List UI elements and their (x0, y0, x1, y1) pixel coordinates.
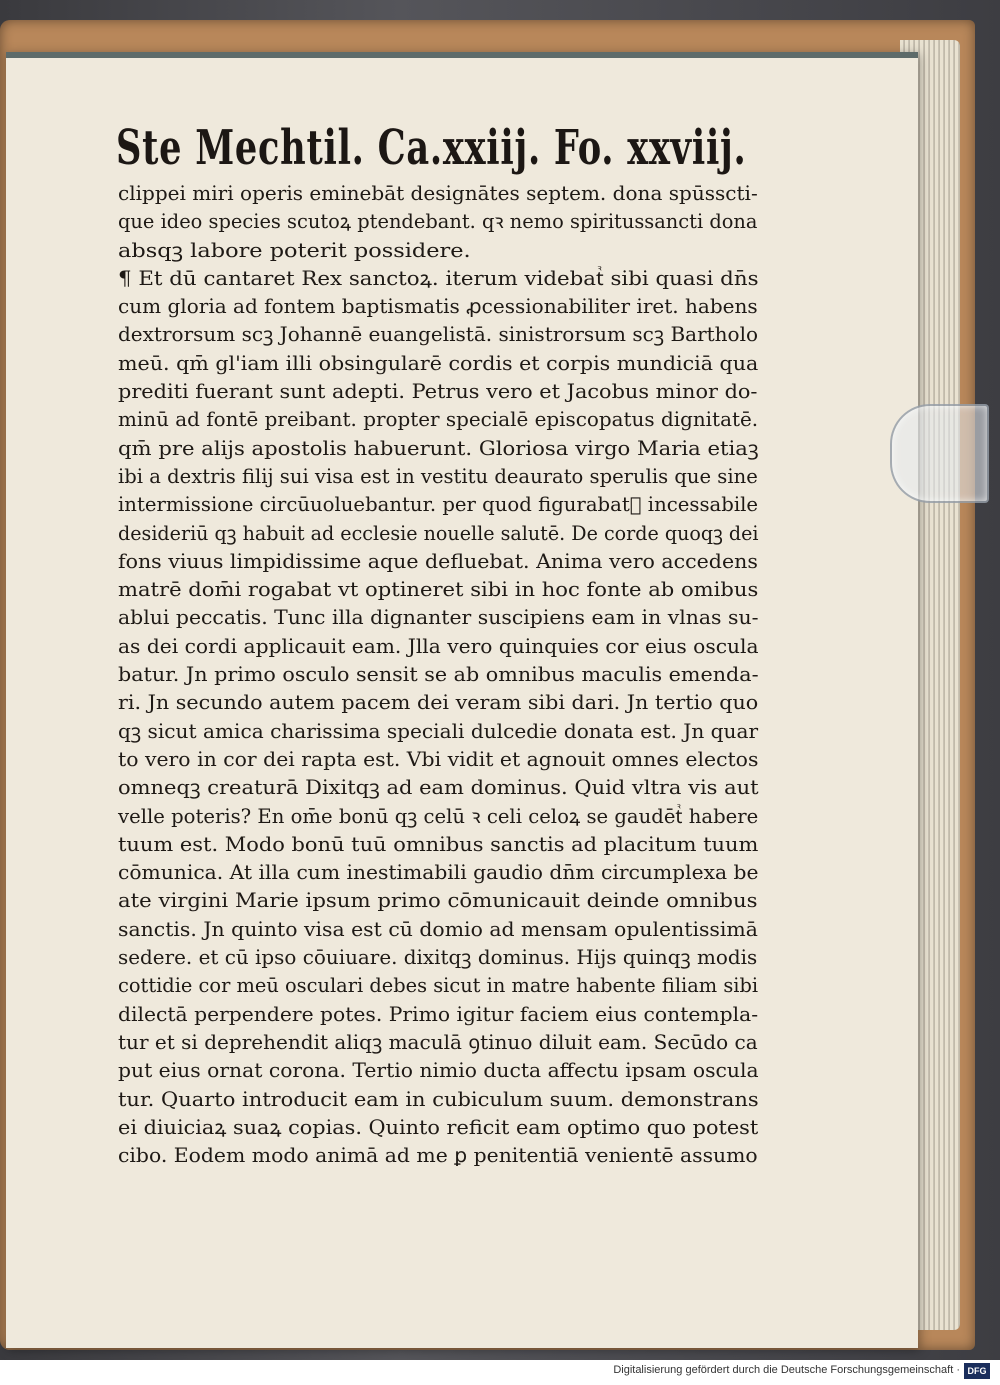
body-text (118, 180, 778, 1170)
text-line: sedere. et cū ipso cōuiuare. dixitqꝫ dominus. Hijs quinqꝫ modis (118, 946, 758, 970)
text-line: sanctis. Jn quinto visa est cū domio ad mensam opulentissimā (118, 917, 758, 941)
text-line: cum gloria ad fontem baptismatis ꝓcessionabiliter iret. habens (118, 295, 758, 319)
text-line: prediti fuerant sunt adepti. Petrus vero et Jacobus minor do- (118, 380, 758, 404)
dfg-logo: DFG (964, 1363, 990, 1379)
text-line: meū. qm̄ gl'iam illi obsingularē cordis et corpis mundiciā qua (118, 351, 759, 375)
text-line: minū ad fontē preibant. propter specialē episcopatus dignitatē. (118, 408, 759, 432)
funding-credit: Digitalisierung gefördert durch die Deutsche Forschungsgemeinschaft · (613, 1364, 960, 1376)
text-line: ri. Jn secundo autem pacem dei veram sibi dari. Jn tertio quo (118, 691, 759, 715)
text-line: ibi a dextris filij sui visa est in vestitu deaurato sperulis que sine (118, 464, 758, 488)
text-line: qm̄ pre alijs apostolis habuerunt. Gloriosa virgo Maria etiaꝫ (118, 436, 759, 460)
text-line: as dei cordi applicauit eam. Jlla vero quinquies cor eius oscula (118, 634, 759, 658)
text-line: cibo. Eodem modo animā ad me ꝑ penitentiā venientē assumo (118, 1144, 758, 1168)
text-line: clippei miri operis eminebāt designātes septem. dona spūsscti- (118, 182, 758, 205)
text-line: tur et si deprehendit aliqꝫ maculā ꝯtinuo diluit eam. Secūdo ca (118, 1030, 758, 1054)
text-line: dextrorsum scꝫ Johannē euangelistā. sinistrorsum scꝫ Bartholo (118, 323, 759, 347)
text-line: batur. Jn primo osculo sensit se ab omnibus maculis emenda- (118, 663, 759, 687)
page-heading: Ste Mechtil. Ca.xxiij. Fo. xxviij. (116, 120, 747, 176)
text-line: intermissione circūuoluebantur. per quod figurabatᷣ incessabile (118, 493, 759, 517)
text-line: ate virgini Marie ipsum primo cōmunicauit deinde omnibus (118, 889, 758, 913)
text-line: absqꝫ labore poterit possidere. (118, 238, 471, 262)
text-line: qꝫ sicut amica charissima speciali dulcedie donata est. Jn quar (118, 719, 759, 743)
text-line: ei diuiciaꝝ suaꝝ copias. Quinto reficit eam optimo quo potest (118, 1115, 759, 1139)
text-line: ablui peccatis. Tunc illa dignanter suscipiens eam in vlnas su- (118, 606, 759, 630)
text-line: desideriū qꝫ habuit ad ecclesie nouelle salutē. De corde quoqꝫ dei (118, 521, 759, 545)
text-line: velle poteris? En om̄e bonū qꝫ celū ꝛ celi celoꝝ se gaudētᷣ habere (118, 804, 759, 828)
text-line: put eius ornat corona. Tertio nimio ducta affectu ipsam oscula (118, 1059, 759, 1083)
text-line: fons viuus limpidissime aque defluebat. Anima vero accedens (118, 549, 758, 573)
text-line: cottidie cor meū osculari debes sicut in matre habente filiam sibi (118, 974, 759, 998)
bookmark-tab (890, 404, 989, 503)
text-line: to vero in cor dei rapta est. Vbi vidit et agnouit omnes electos (118, 747, 759, 771)
text-line: cōmunica. At illa cum inestimabili gaudio dn̄m circumplexa be (118, 861, 759, 885)
text-line: que ideo species scutoꝝ ptendebant. qꝛ nemo spiritussancti dona (118, 210, 758, 234)
text-line: matrē dom̄i rogabat vt optineret sibi in hoc fonte ab omibus (118, 578, 759, 602)
text-line: ¶ Et dū cantaret Rex sanctoꝝ. iterum videbatᷣ sibi quasi dn̄s (118, 266, 759, 290)
text-line: omneqꝫ creaturā Dixitqꝫ ad eam dominus. Quid vltra vis aut (118, 776, 759, 800)
text-line: tur. Quarto introducit eam in cubiculum suum. demonstrans (118, 1087, 759, 1111)
text-line: dilectā perpendere potes. Primo igitur faciem eius contempla- (118, 1002, 759, 1026)
text-line: tuum est. Modo bonū tuū omnibus sanctis ad placitum tuum (118, 832, 759, 856)
